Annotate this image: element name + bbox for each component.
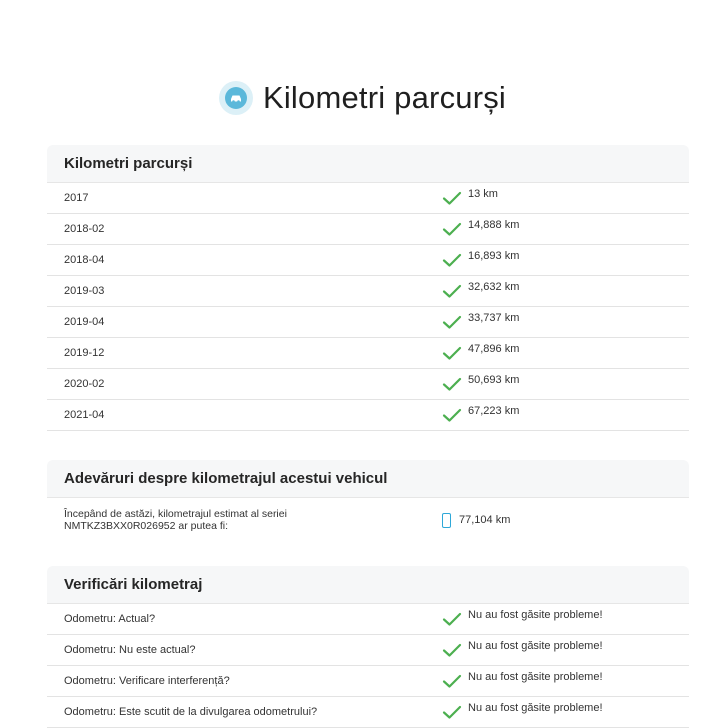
facts-card-title: Adevăruri despre kilometrajul acestui vehicul	[47, 460, 689, 498]
checks-card	[47, 566, 689, 728]
check-result: Nu au fost găsite probleme!	[468, 702, 603, 714]
mileage-date: 2019-04	[64, 316, 105, 328]
check-label: Odometru: Verificare interferență?	[64, 675, 230, 687]
check-icon	[442, 283, 462, 299]
check-result: Nu au fost găsite probleme!	[468, 671, 603, 683]
table-row	[47, 400, 689, 431]
check-icon	[442, 252, 462, 268]
estimate-value: 77,104 km	[459, 514, 511, 526]
mileage-card-title: Kilometri parcurși	[47, 145, 689, 183]
mileage-value: 50,693 km	[468, 374, 520, 386]
estimate-line-2: NMTKZ3BXX0R026952 ar putea fi:	[64, 520, 229, 532]
check-label: Odometru: Actual?	[64, 613, 156, 625]
mileage-date: 2017	[64, 192, 89, 204]
table-row	[47, 214, 689, 245]
table-row	[47, 604, 689, 635]
checks-card-title: Verificări kilometraj	[47, 566, 689, 604]
mileage-date: 2018-04	[64, 254, 105, 266]
mileage-value: 14,888 km	[468, 219, 520, 231]
estimate-line-1: Începând de astăzi, kilometrajul estimat al seriei	[64, 508, 287, 520]
check-icon	[442, 704, 462, 720]
table-row	[47, 635, 689, 666]
mileage-date: 2021-04	[64, 409, 105, 421]
estimate-row	[47, 498, 689, 542]
table-row	[47, 666, 689, 697]
mileage-value: 32,632 km	[468, 281, 520, 293]
mileage-value: 47,896 km	[468, 343, 520, 355]
check-icon	[442, 345, 462, 361]
check-icon	[442, 190, 462, 206]
check-icon	[442, 221, 462, 237]
check-result: Nu au fost găsite probleme!	[468, 640, 603, 652]
mileage-value: 13 km	[468, 188, 498, 200]
mileage-table	[47, 183, 689, 431]
estimate-description	[64, 498, 287, 542]
mileage-card	[47, 145, 689, 431]
table-row	[47, 307, 689, 338]
table-row	[47, 369, 689, 400]
facts-card	[47, 460, 689, 542]
page-header	[0, 76, 725, 120]
mileage-date: 2018-02	[64, 223, 105, 235]
check-icon	[442, 642, 462, 658]
check-icon	[442, 673, 462, 689]
page-title: Kilometri parcurși	[262, 80, 507, 115]
check-result: Nu au fost găsite probleme!	[468, 609, 603, 621]
table-row	[47, 697, 689, 728]
table-row	[47, 183, 689, 214]
check-icon	[442, 611, 462, 627]
table-row	[47, 276, 689, 307]
checks-table	[47, 604, 689, 728]
table-row	[47, 338, 689, 369]
mileage-value: 33,737 km	[468, 312, 520, 324]
phone-icon	[442, 513, 451, 528]
mileage-value: 16,893 km	[468, 250, 520, 262]
check-label: Odometru: Este scutit de la divulgarea odometrului?	[64, 706, 318, 718]
check-label: Odometru: Nu este actual?	[64, 644, 196, 656]
mileage-value: 67,223 km	[468, 405, 520, 417]
mileage-date: 2020-02	[64, 378, 105, 390]
check-icon	[442, 376, 462, 392]
mileage-date: 2019-12	[64, 347, 105, 359]
estimate-value-cell	[442, 498, 510, 542]
mileage-date: 2019-03	[64, 285, 105, 297]
car-badge-icon	[219, 81, 253, 115]
table-row	[47, 245, 689, 276]
check-icon	[442, 407, 462, 423]
check-icon	[442, 314, 462, 330]
